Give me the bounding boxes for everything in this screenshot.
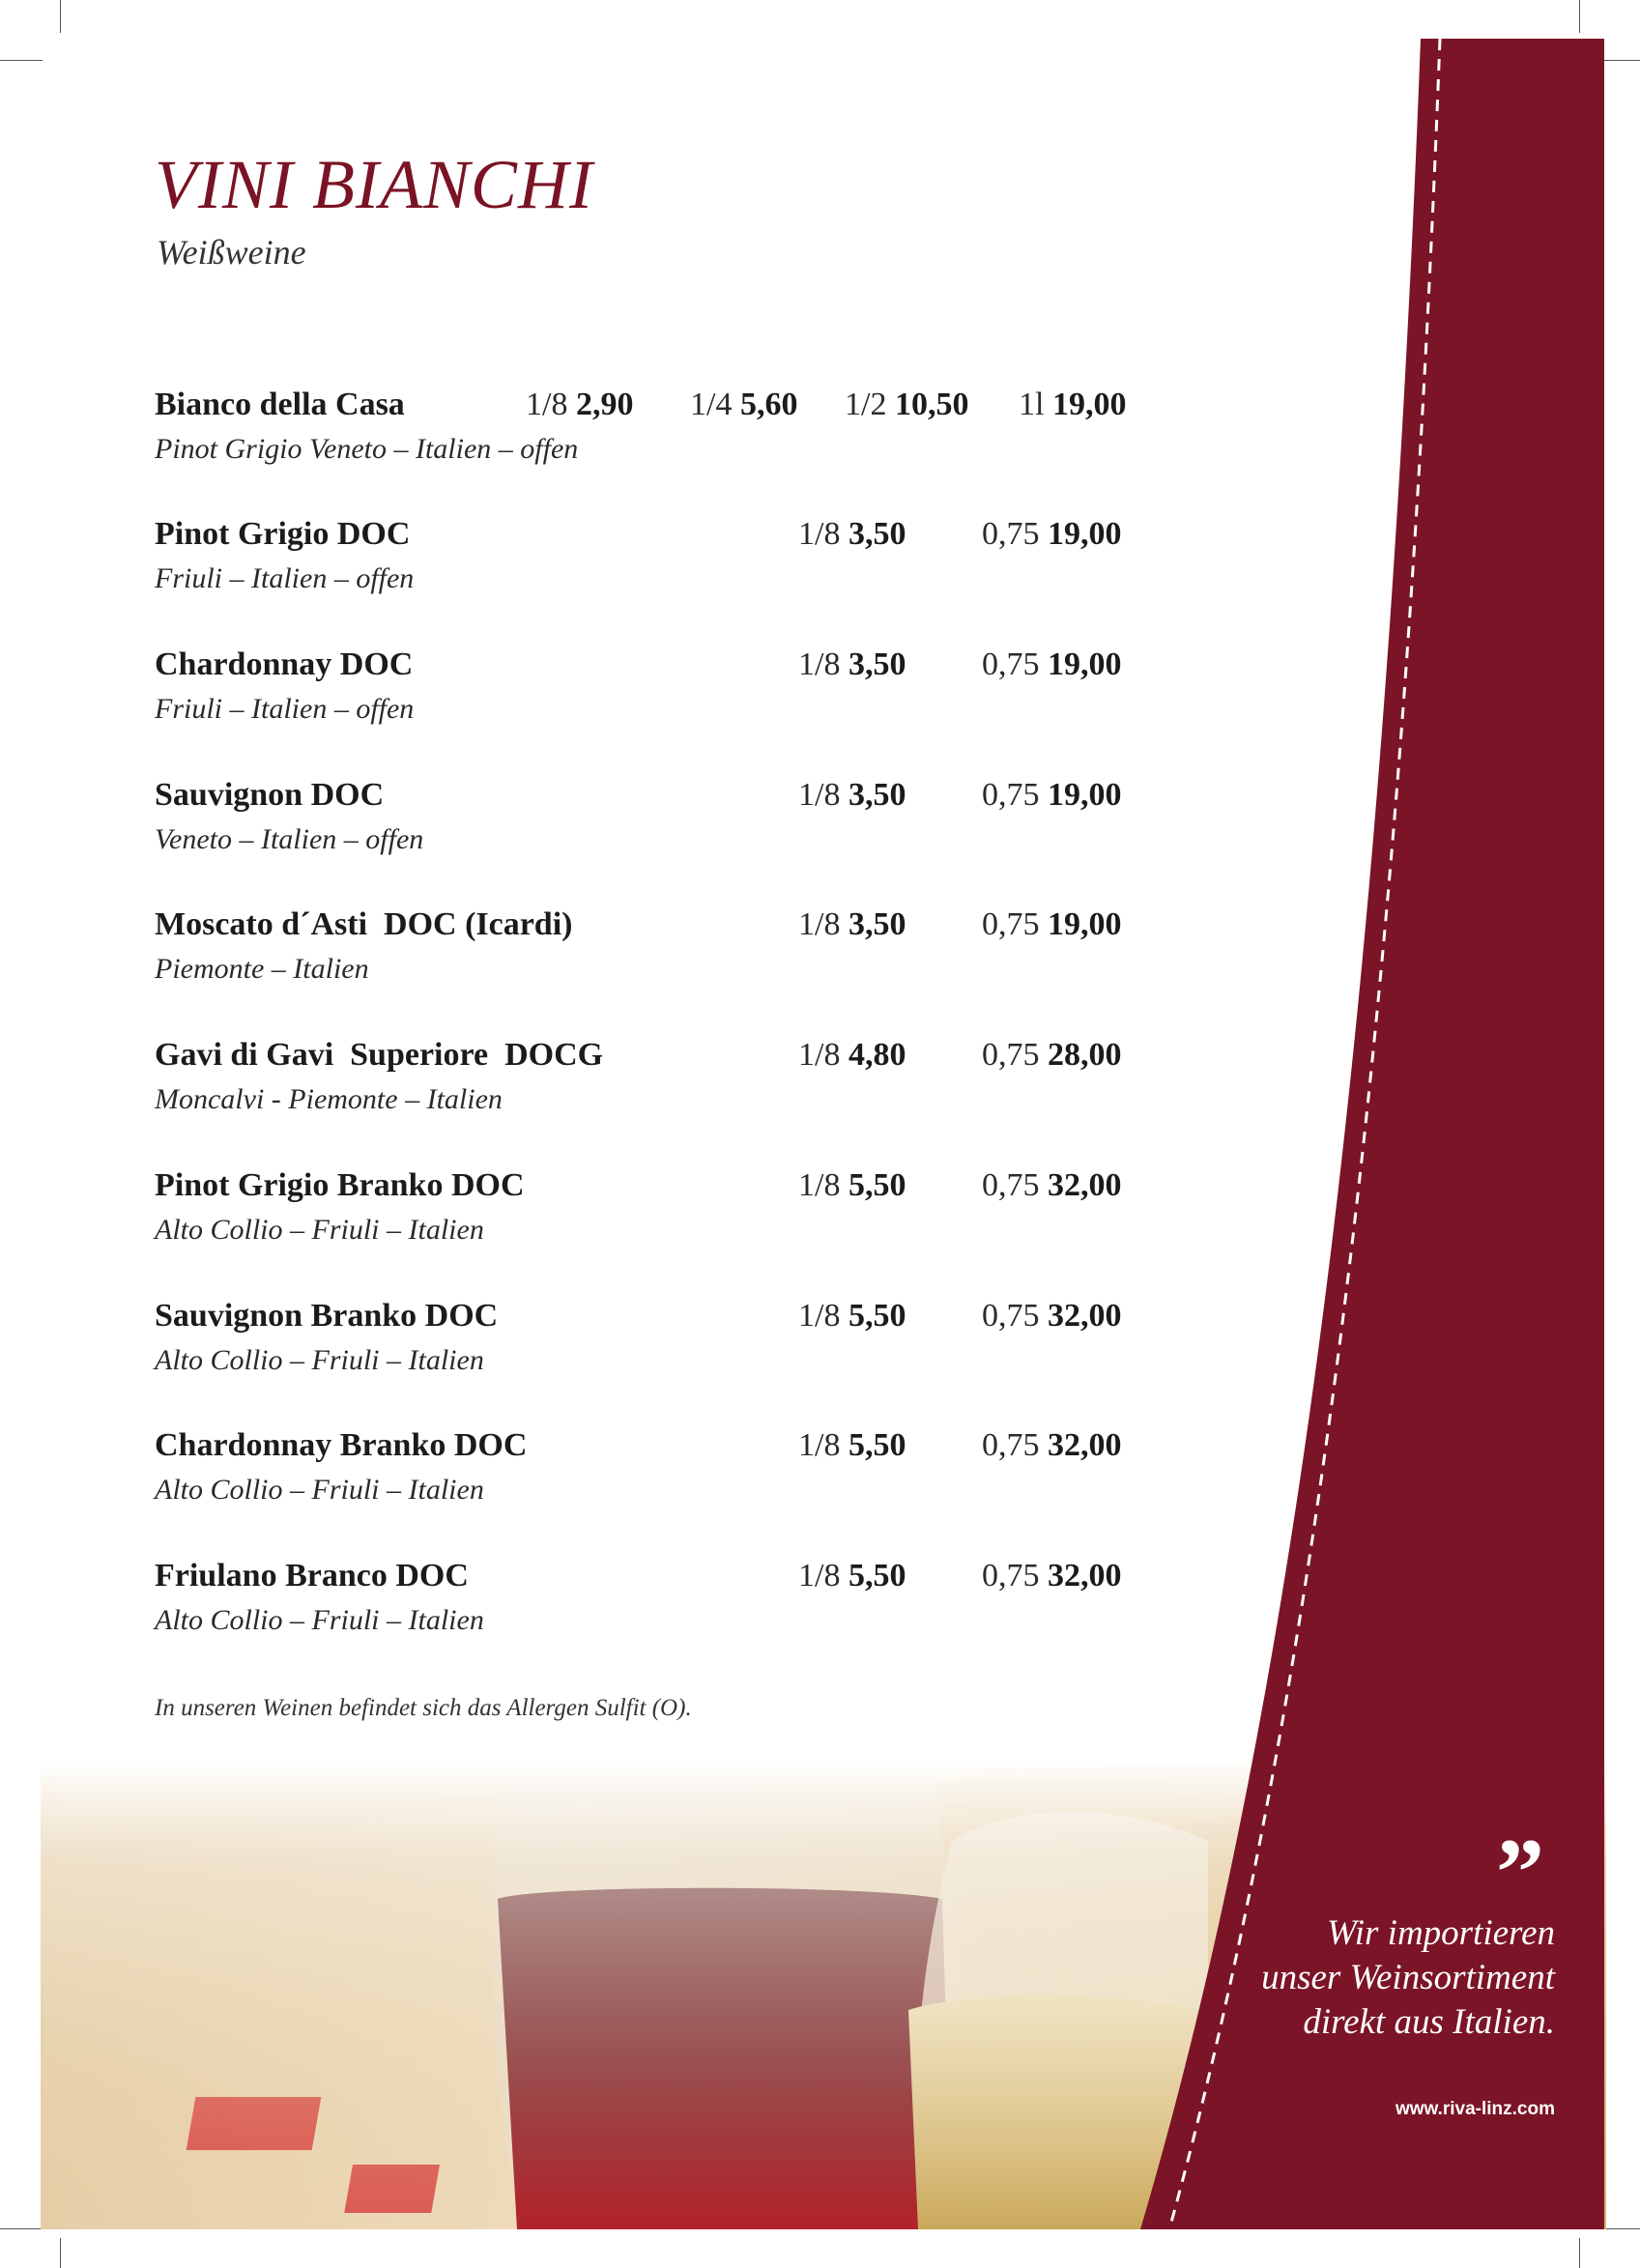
price-value: 32,00 [1048,1167,1122,1203]
price-value: 28,00 [1048,1037,1122,1073]
price-glass [798,516,906,553]
wine-origin: Friuli – Italien – offen [155,693,415,725]
slogan [1261,1911,1555,2045]
wine-name: Gavi di Gavi Superiore DOCG [155,1037,604,1073]
price-glass [798,1427,906,1464]
wine-item [155,387,1140,483]
price-glass [798,1037,906,1074]
wine-origin: Alto Collio – Friuli – Italien [155,1344,484,1376]
price-value: 32,00 [1048,1427,1122,1463]
price-size: 0,75 [982,906,1040,942]
price-bottle [982,1037,1122,1074]
price-1-2 [845,387,968,423]
price-size: 1/8 [798,906,841,942]
price-value: 5,50 [848,1167,906,1203]
price-value: 5,50 [848,1558,906,1593]
price-value: 19,00 [1051,387,1127,422]
wine-item [155,1037,1140,1134]
price-value: 2,90 [575,387,634,422]
wine-item [155,906,1140,1003]
wine-name: Chardonnay DOC [155,646,414,682]
price-bottle [982,1298,1122,1335]
price-size: 0,75 [982,777,1040,813]
wine-origin: Piemonte – Italien [155,953,369,985]
wine-origin: Moncalvi - Piemonte – Italien [155,1083,503,1115]
price-size: 0,75 [982,1298,1040,1334]
price-glass [798,1558,906,1594]
wine-item [155,516,1140,613]
wine-name: Pinot Grigio DOC [155,516,411,552]
price-1-4 [690,387,797,423]
wine-origin: Alto Collio – Friuli – Italien [155,1214,484,1246]
price-glass [798,777,906,814]
price-bottle [982,906,1122,943]
slogan-line: direkt aus Italien. [1303,2002,1555,2042]
price-value: 3,50 [848,906,906,942]
price-glass [798,1167,906,1204]
price-glass [798,646,906,683]
price-size: 1/8 [526,387,568,422]
price-bottle [982,1427,1122,1464]
wine-origin: Alto Collio – Friuli – Italien [155,1474,484,1506]
price-1-8 [526,387,633,423]
price-size: 1/8 [798,1167,841,1203]
price-bottle [982,1558,1122,1594]
price-size: 1/8 [798,1427,841,1463]
slogan-line: unser Weinsortiment [1261,1958,1555,1997]
allergen-note: In unseren Weinen befindet sich das Allergen Sulfit (O). [155,1695,692,1721]
wine-name: Chardonnay Branko DOC [155,1427,528,1463]
price-value: 5,60 [739,387,798,422]
price-size: 1/8 [798,777,841,813]
wine-item [155,1298,1140,1394]
page-subtitle: Weißweine [157,233,306,272]
wine-item [155,646,1140,743]
page-title: VINI BIANCHI [155,146,593,223]
price-size: 1/8 [798,646,841,682]
price-bottle [982,646,1122,683]
price-1l [1019,387,1126,423]
price-size: 1l [1019,387,1045,422]
price-value: 3,50 [848,777,906,813]
price-value: 10,50 [894,387,969,422]
price-bottle [982,1167,1122,1204]
wine-name: Pinot Grigio Branko DOC [155,1167,525,1203]
price-value: 19,00 [1048,646,1122,682]
wine-origin: Veneto – Italien – offen [155,823,424,855]
wine-name: Sauvignon Branko DOC [155,1298,499,1334]
quote-icon: ” [1496,1819,1544,1926]
price-value: 3,50 [848,646,906,682]
price-size: 1/8 [798,516,841,552]
price-size: 1/4 [690,387,733,422]
wine-name: Sauvignon DOC [155,777,385,813]
price-size: 1/8 [798,1298,841,1334]
price-bottle [982,516,1122,553]
price-value: 32,00 [1048,1298,1122,1334]
wine-name: Friulano Branco DOC [155,1558,469,1593]
wine-name: Moscato d´Asti DOC (Icardi) [155,906,573,942]
price-glass [798,1298,906,1335]
wine-name: Bianco della Casa [155,387,405,422]
website-link[interactable]: www.riva-linz.com [1395,2099,1555,2119]
price-value: 5,50 [848,1298,906,1334]
price-value: 3,50 [848,516,906,552]
price-value: 19,00 [1048,516,1122,552]
price-value: 19,00 [1048,906,1122,942]
price-bottle [982,777,1122,814]
wine-origin: Friuli – Italien – offen [155,562,415,594]
price-size: 0,75 [982,1037,1040,1073]
wine-origin: Alto Collio – Friuli – Italien [155,1604,484,1636]
wine-item [155,1427,1140,1524]
price-size: 1/2 [845,387,887,422]
wine-item [155,1167,1140,1264]
price-value: 19,00 [1048,777,1122,813]
price-glass [798,906,906,943]
wine-item [155,777,1140,874]
price-size: 1/8 [798,1037,841,1073]
price-value: 5,50 [848,1427,906,1463]
price-size: 1/8 [798,1558,841,1593]
price-size: 0,75 [982,1167,1040,1203]
wine-item [155,1558,1140,1654]
price-value: 32,00 [1048,1558,1122,1593]
price-size: 0,75 [982,1558,1040,1593]
price-size: 0,75 [982,1427,1040,1463]
price-size: 0,75 [982,646,1040,682]
price-size: 0,75 [982,516,1040,552]
slogan-line: Wir importieren [1326,1913,1555,1953]
wine-origin: Pinot Grigio Veneto – Italien – offen [155,433,579,465]
price-value: 4,80 [848,1037,906,1073]
